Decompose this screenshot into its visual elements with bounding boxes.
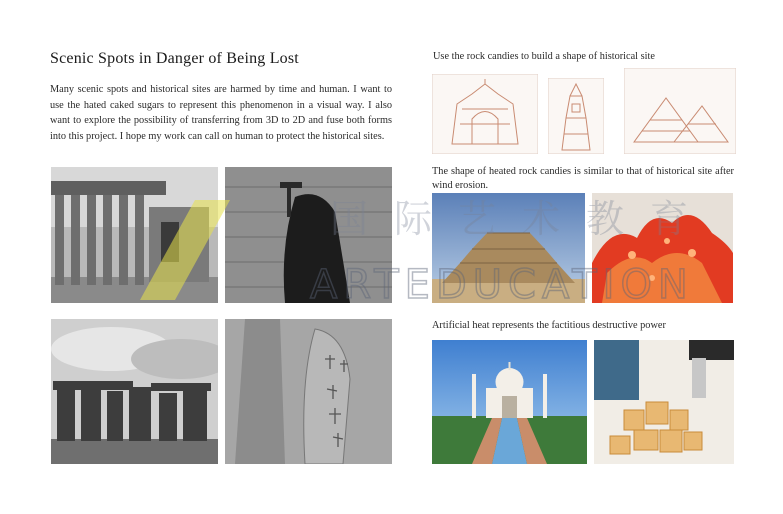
erosion-caption: The shape of heated rock candies is similar to that of historical site after wind erosion. [432,166,734,191]
watermark-latin-text: ARTEDUCATION [310,262,694,308]
watermark-logo [140,200,230,300]
carved-relief-photo [225,319,392,464]
sketches-caption: Use the rock candies to build a shape of historical site [433,51,655,62]
heated-candy-photo [594,340,734,464]
taj-mahal-photo [432,340,587,464]
stonehenge-photo [51,319,218,464]
watermark-chinese-text: 国际艺术教育 [330,197,715,241]
sketch-pyramids [624,68,736,154]
intro-paragraph: Many scenic spots and historical sites are harmed by time and human. I want to use the hated caked sugars to represent this phenomenon in a visual way. I also want to explore the possibility of transferring from 3D to 2D and fuse both forms into this project. I hope my work can call on human to protect the historical sites. [50,84,392,142]
sketch-arch-monument [432,74,538,154]
sketch-tower [548,78,604,154]
page-title: Scenic Spots in Danger of Being Lost [50,50,299,67]
heat-caption: Artificial heat represents the factitious destructive power [432,320,666,331]
